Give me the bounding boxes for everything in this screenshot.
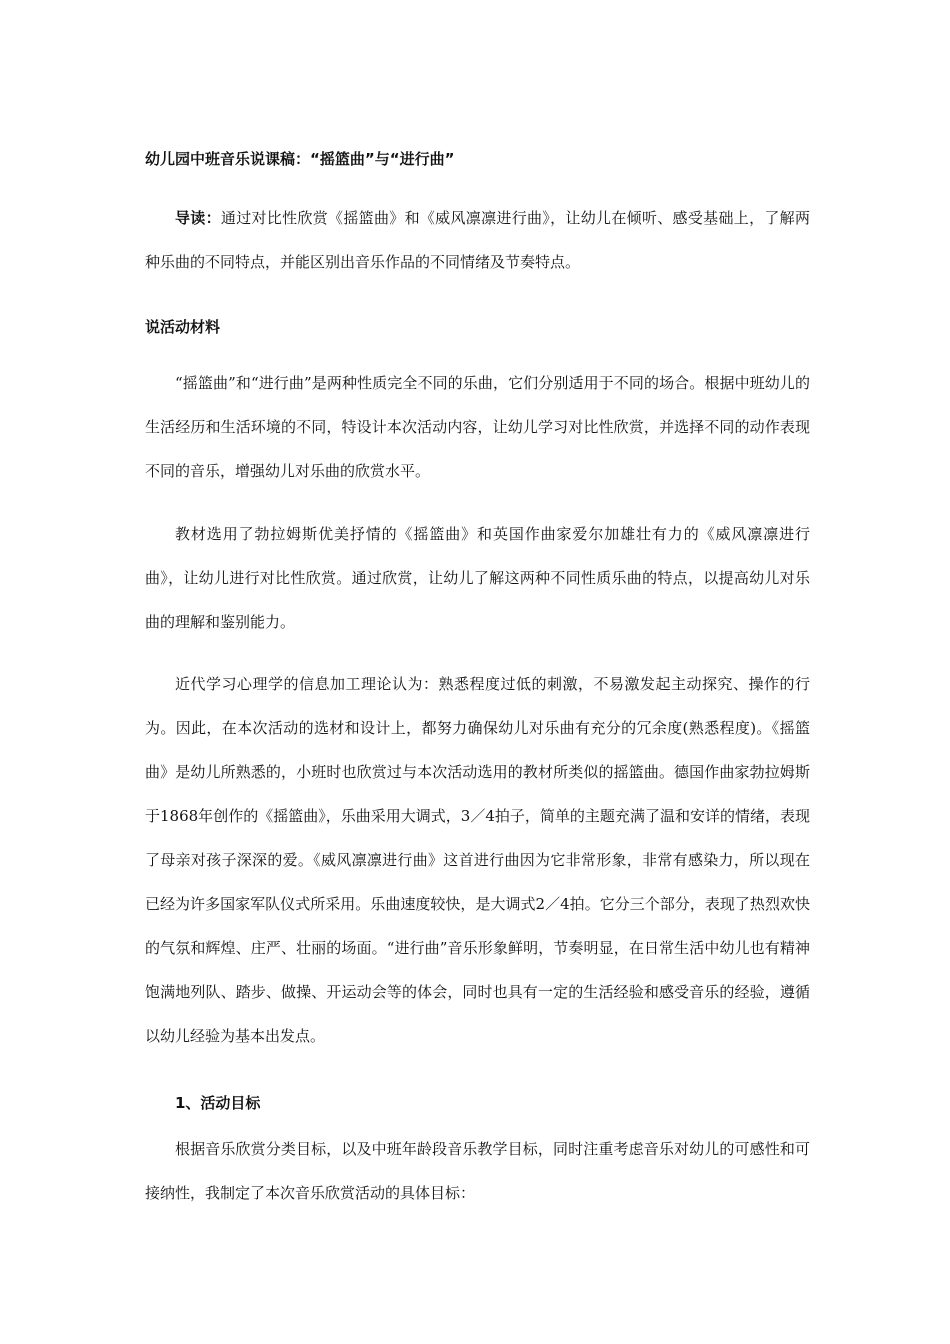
document-title: 幼儿园中班音乐说课稿：“摇篮曲”与“进行曲” [145,150,455,168]
intro-label: 导读： [175,209,221,227]
body-paragraph-2: 教材选用了勃拉姆斯优美抒情的《摇篮曲》和英国作曲家爱尔加雄壮有力的《威风凛凛进行曲》，让幼儿进行对比性欣赏。通过欣赏，让幼儿了解这两种不同性质乐曲的特点，以提高幼儿对乐曲的理解和鉴别能力。 [145,525,810,631]
intro-text: 通过对比性欣赏《摇篮曲》和《威风凛凛进行曲》，让幼儿在倾听、感受基础上，了解两种乐曲的不同特点，并能区别出音乐作品的不同情绪及节奏特点。 [145,209,810,271]
section-heading: 说活动材料 [145,318,221,336]
body-paragraph-3: 近代学习心理学的信息加工理论认为：熟悉程度过低的刺激，不易激发起主动探究、操作的行为。因此，在本次活动的选材和设计上，都努力确保幼儿对乐曲有充分的冗余度(熟悉程度)。《摇篮曲》是幼儿所熟悉的，小班时也欣赏过与本次活动选用的教材所类似的摇篮曲。德国作曲家勃拉姆斯于1868年创作的《摇篮曲》，乐曲采用大调式，3／4拍子，简单的主题充满了温和安详的情绪，表现了母亲对孩子深深的爱。《威风凛凛进行曲》这首进行曲因为它非常形象，非常有感染力，所以现在已经为许多国家军队仪式所采用。乐曲速度较快，是大调式2／4拍。它分三个部分，表现了热烈欢快的气氛和辉煌、庄严、壮丽的场面。“进行曲”音乐形象鲜明，节奏明显，在日常生活中幼儿也有精神饱满地列队、踏步、做操、开运动会等的体会，同时也具有一定的生活经验和感受音乐的经验，遵循以幼儿经验为基本出发点。 [145,675,810,1045]
goal-heading: 1、活动目标 [175,1094,261,1112]
goal-paragraph: 根据音乐欣赏分类目标，以及中班年龄段音乐教学目标，同时注重考虑音乐对幼儿的可感性和可接纳性，我制定了本次音乐欣赏活动的具体目标： [145,1140,810,1202]
intro-paragraph [145,196,810,284]
body-paragraph-1: “摇篮曲”和“进行曲”是两种性质完全不同的乐曲，它们分别适用于不同的场合。根据中班幼儿的生活经历和生活环境的不同，特设计本次活动内容，让幼儿学习对比性欣赏，并选择不同的动作表现不同的音乐，增强幼儿对乐曲的欣赏水平。 [145,374,810,480]
